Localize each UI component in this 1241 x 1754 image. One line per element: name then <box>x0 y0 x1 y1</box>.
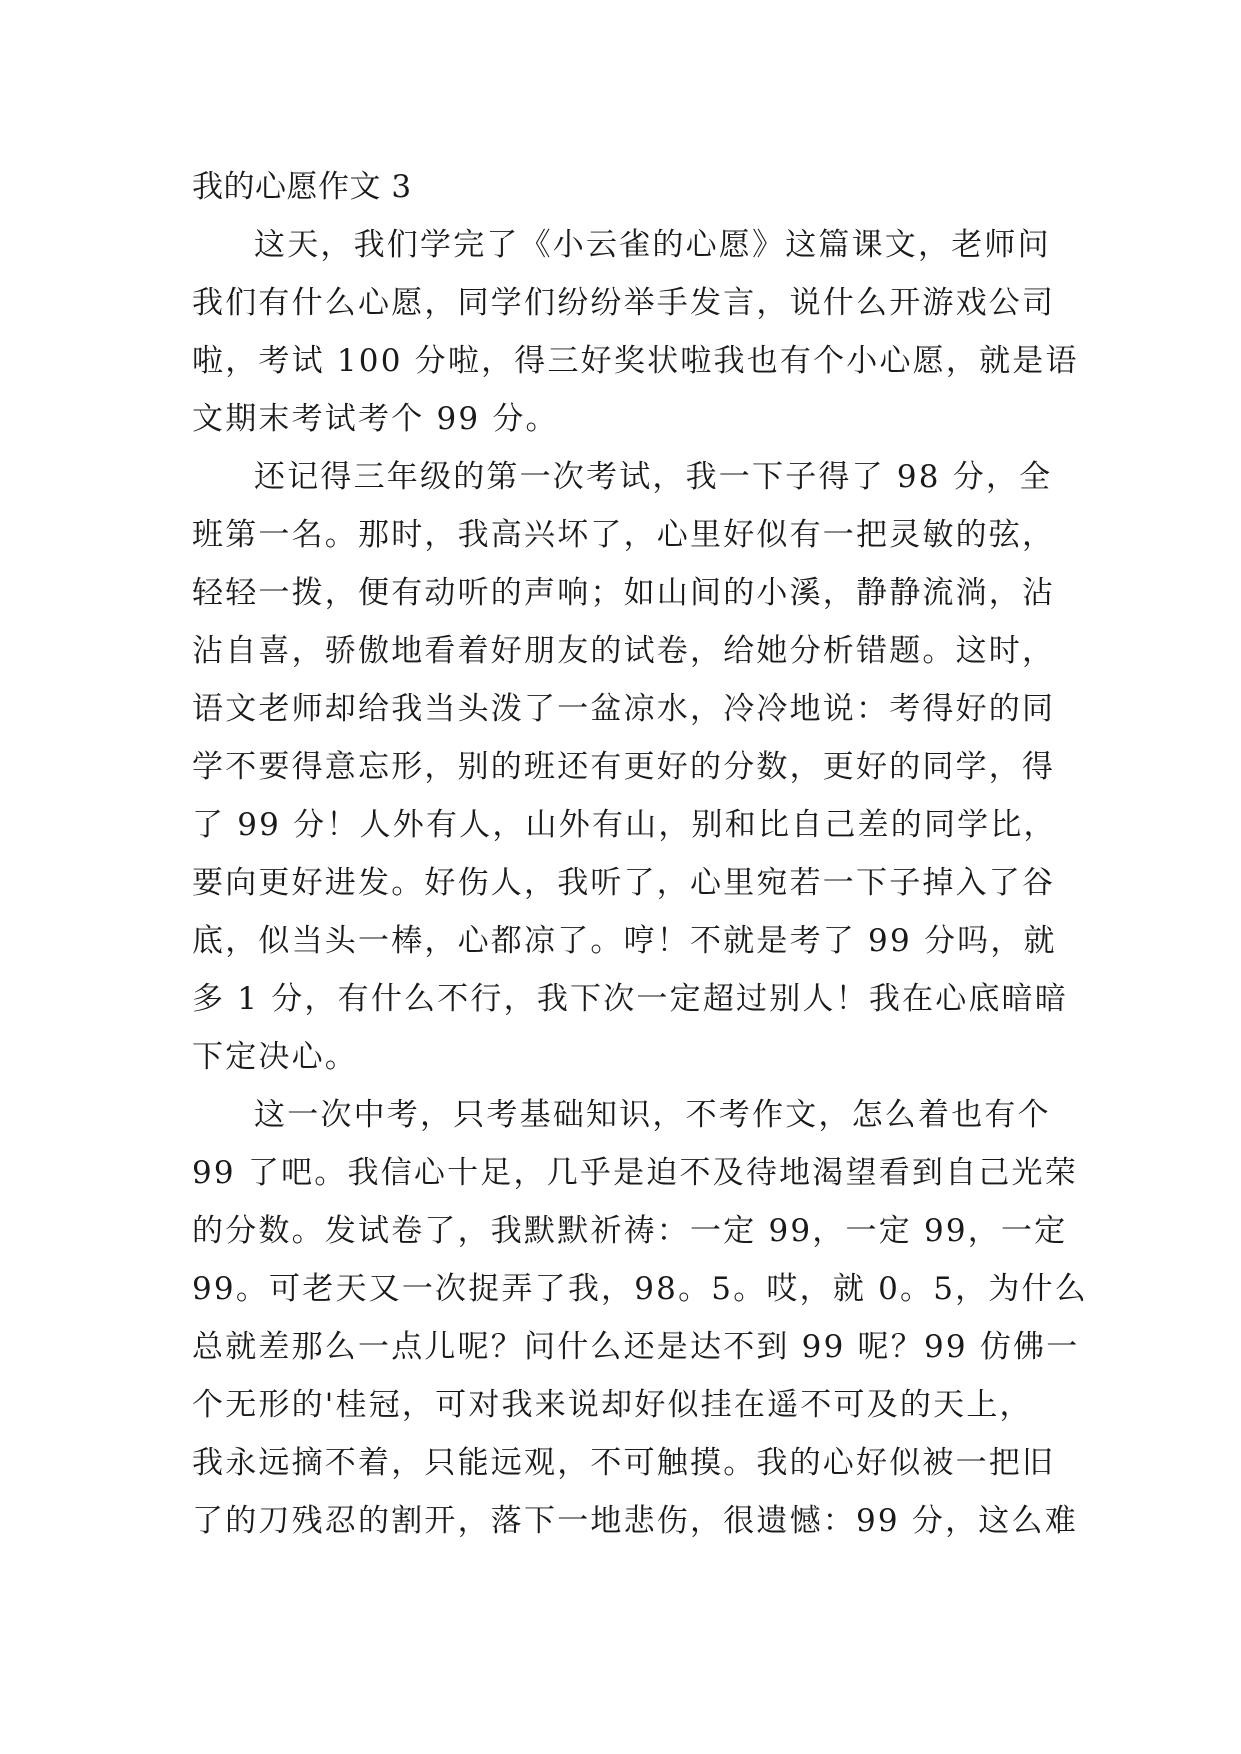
paragraph-1 <box>192 216 1079 448</box>
text-line: 这天，我们学完了《小云雀的心愿》这篇课文，老师问 <box>254 227 1051 263</box>
paragraph-2 <box>192 448 1069 1086</box>
text-line: 99 了吧。我信心十足，几乎是迫不及待地渴望看到自己光荣 <box>192 1155 1078 1191</box>
text-line: 个无形的'桂冠，可对我来说却好似挂在遥不可及的天上， <box>192 1387 1033 1423</box>
text-line: 总就差那么一点儿呢？问什么还是达不到 99 呢？99 仿佛一 <box>192 1329 1080 1365</box>
text-line: 的分数。发试卷了，我默默祈祷：一定 99，一定 99，一定 <box>192 1213 1068 1249</box>
text-line: 我永远摘不着，只能远观，不可触摸。我的心好似被一把旧 <box>192 1445 1056 1481</box>
text-line: 沾自喜，骄傲地看着好朋友的试卷，给她分析错题。这时， <box>192 633 1056 669</box>
document-body <box>192 158 1088 1550</box>
document-title: 我的心愿作文 3 <box>192 169 412 205</box>
text-line: 轻轻一拨，便有动听的声响；如山间的小溪，静静流淌，沾 <box>192 575 1056 611</box>
text-line: 99。可老天又一次捉弄了我，98。5。哎，就 0。5，为什么 <box>192 1271 1088 1307</box>
paragraph-3 <box>192 1086 1088 1550</box>
text-line: 啦，考试 100 分啦，得三好奖状啦我也有个小心愿，就是语 <box>192 343 1079 379</box>
text-line: 要向更好进发。好伤人，我听了，心里宛若一下子掉入了谷 <box>192 865 1056 901</box>
text-line: 语文老师却给我当头泼了一盆凉水，冷冷地说：考得好的同 <box>192 691 1056 727</box>
text-line: 文期末考试考个 99 分。 <box>192 401 559 437</box>
text-line: 还记得三年级的第一次考试，我一下子得了 98 分，全 <box>254 459 1053 495</box>
text-line: 底，似当头一棒，心都凉了。哼！不就是考了 99 分吗，就 <box>192 923 1057 959</box>
text-line: 多 1 分，有什么不行，我下次一定超过别人！我在心底暗暗 <box>192 981 1069 1017</box>
text-line: 了的刀残忍的割开，落下一地悲伤，很遗憾：99 分，这么难 <box>192 1503 1078 1539</box>
text-line: 了 99 分！人外有人，山外有山，别和比自己差的同学比， <box>192 807 1057 843</box>
text-line: 下定决心。 <box>192 1039 358 1075</box>
text-line: 班第一名。那时，我高兴坏了，心里好似有一把灵敏的弦， <box>192 517 1056 553</box>
text-line: 我们有什么心愿，同学们纷纷举手发言，说什么开游戏公司 <box>192 285 1056 321</box>
text-line: 学不要得意忘形，别的班还有更好的分数，更好的同学，得 <box>192 749 1056 785</box>
text-line: 这一次中考，只考基础知识，不考作文，怎么着也有个 <box>254 1097 1051 1133</box>
